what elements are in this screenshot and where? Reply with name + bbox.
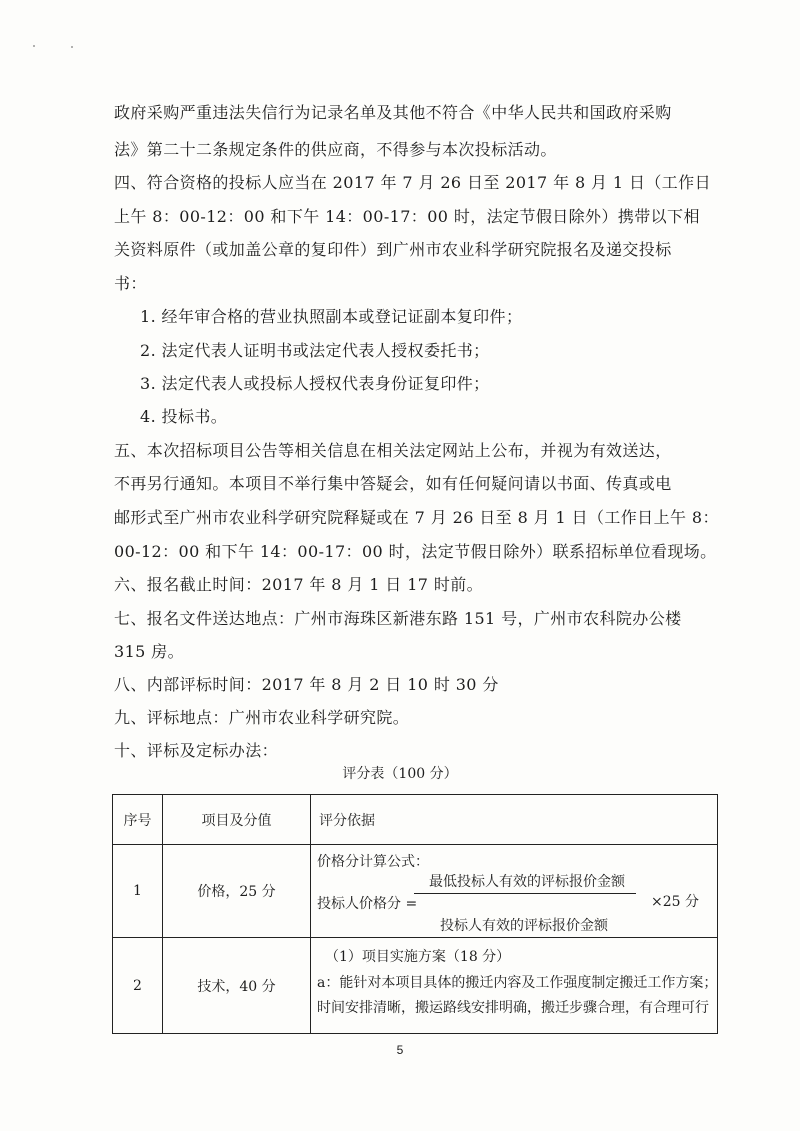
formula-label: 价格分计算公式：	[317, 854, 429, 870]
table-row	[113, 845, 718, 938]
basis-line: a：能针对本项目具体的搬迁内容及工作强度制定搬迁工作方案；	[317, 975, 718, 991]
section-eight-line: 八、内部评标时间：2017 年 8 月 2 日 10 时 30 分	[114, 675, 499, 694]
basis-line: （1）项目实施方案（18 分）	[325, 949, 511, 965]
technical-basis	[311, 938, 717, 1033]
list-item: 2. 法定代表人证明书或法定代表人授权委托书；	[140, 341, 490, 360]
list-item: 4. 投标书。	[140, 407, 228, 426]
price-formula-cell	[311, 845, 718, 938]
row-number: 2	[113, 938, 163, 1034]
header-cell-number: 序号	[113, 795, 163, 845]
section-four-line: 四、符合资格的投标人应当在 2017 年 7 月 26 日至 2017 年 8 月 1 日（工作日	[114, 173, 711, 192]
section-nine-line: 九、评标地点：广州市农业科学研究院。	[114, 708, 410, 727]
scoring-table	[112, 794, 718, 1034]
paragraph-line: 不再另行通知。本项目不举行集中答疑会，如有任何疑问请以书面、传真或电	[114, 474, 672, 493]
row-item: 价格，25 分	[163, 845, 311, 938]
header-cell-basis: 评分依据	[311, 795, 718, 845]
fraction-bar	[414, 893, 636, 894]
scan-speck	[33, 45, 35, 47]
row-item: 技术，40 分	[163, 938, 311, 1034]
paragraph-line: 315 房。	[114, 642, 185, 661]
paragraph-line: 关资料原件（或加盖公章的复印件）到广州市农业科学研究院报名及递交投标	[114, 240, 672, 259]
paragraph-line: 邮形式至广州市农业科学研究院释疑或在 7 月 26 日至 8 月 1 日（工作日上午 8：	[114, 508, 719, 527]
paragraph-line: 00-12：00 和下午 14：00-17：00 时，法定节假日除外）联系招标单位看现场。	[114, 542, 717, 561]
section-ten-line: 十、评标及定标办法：	[114, 741, 279, 760]
header-cell-item: 项目及分值	[163, 795, 311, 845]
paragraph-line: 书：	[114, 274, 147, 293]
list-item: 1. 经年审合格的营业执照副本或登记证副本复印件；	[140, 307, 523, 326]
table-caption: 评分表（100 分）	[342, 766, 458, 782]
formula-lhs: 投标人价格分 =	[317, 896, 418, 912]
list-item: 3. 法定代表人或投标人授权代表身份证复印件；	[140, 374, 490, 393]
table-header-row	[113, 795, 718, 845]
technical-basis-cell	[311, 938, 718, 1034]
paragraph-line: 法》第二十二条规定条件的供应商，不得参与本次投标活动。	[114, 140, 557, 159]
section-five-line: 五、本次招标项目公告等相关信息在相关法定网站上公布，并视为有效送达，	[114, 441, 672, 460]
formula-multiplier: ×25 分	[651, 894, 699, 910]
page-number: 5	[396, 1043, 404, 1057]
formula-denominator: 投标人有效的评标报价金额	[440, 918, 608, 934]
paragraph-line: 上午 8：00-12：00 和下午 14：00-17：00 时，法定节假日除外）携带以下相	[114, 207, 700, 226]
section-six-line: 六、报名截止时间：2017 年 8 月 1 日 17 时前。	[114, 575, 484, 594]
price-formula	[311, 845, 717, 937]
paragraph-line: 政府采购严重违法失信行为记录名单及其他不符合《中华人民共和国政府采购	[114, 103, 672, 122]
scan-speck	[71, 46, 73, 48]
table-row	[113, 938, 718, 1034]
formula-numerator: 最低投标人有效的评标报价金额	[429, 874, 625, 890]
basis-line: 时间安排清晰，搬运路线安排明确，搬迁步骤合理，有合理可行	[317, 1000, 709, 1016]
row-number: 1	[113, 845, 163, 938]
section-seven-line: 七、报名文件送达地点：广州市海珠区新港东路 151 号，广州市农科院办公楼	[114, 609, 682, 628]
